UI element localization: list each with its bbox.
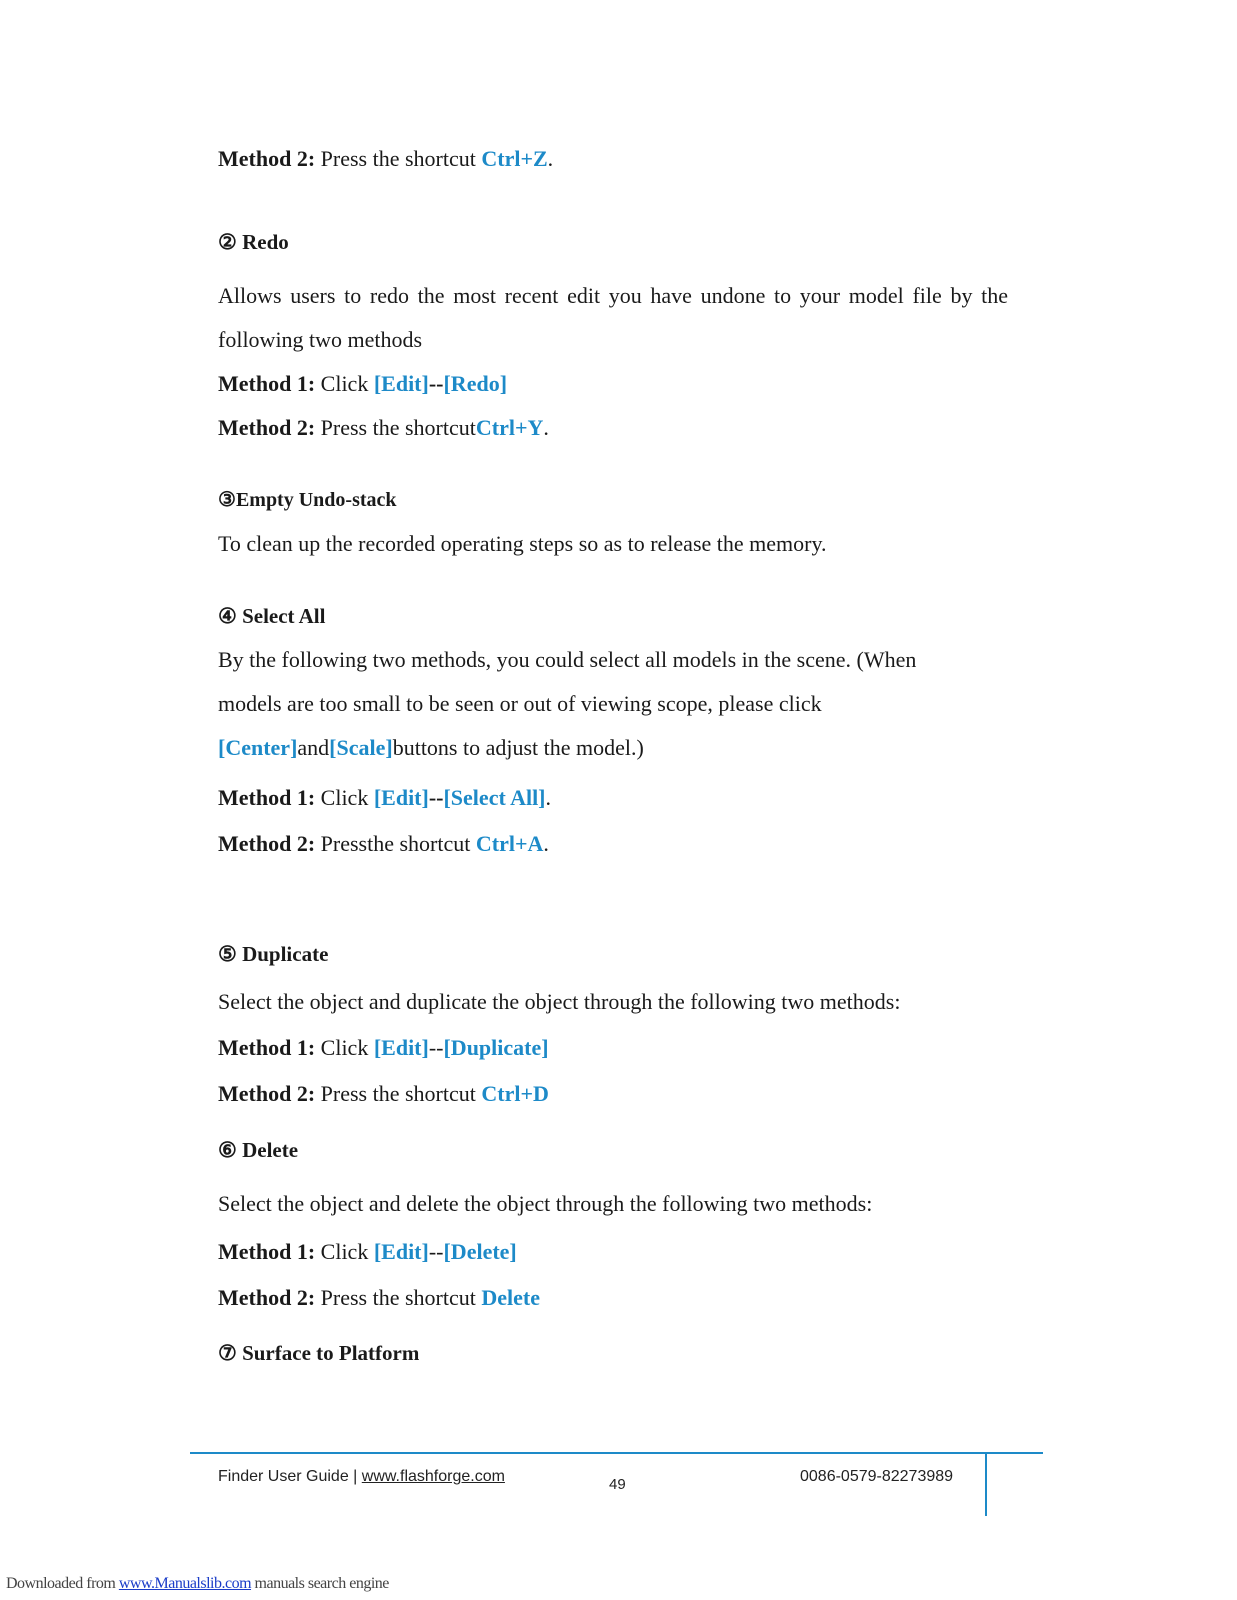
duplicate-desc: Select the object and duplicate the object through the following two methods:: [218, 989, 901, 1014]
circled-number: ⑦: [218, 1341, 237, 1365]
shortcut-text: Delete: [481, 1285, 540, 1310]
footer-rule: [190, 1452, 1043, 1454]
redo-desc-line1: Allows users to redo the most recent edit you have undone to your model file by the: [218, 283, 1008, 308]
method-label: Method 1:: [218, 1035, 316, 1060]
footer-phone: 0086-0579-82273989: [800, 1468, 954, 1485]
menu-separator: --: [428, 1035, 444, 1060]
delete-method1-line: [218, 1238, 517, 1266]
duplicate-method2-line: [218, 1080, 549, 1108]
method-label: Method 1:: [218, 371, 316, 396]
menu-delete-link: [Delete]: [443, 1239, 517, 1264]
method-text: Click: [315, 371, 374, 396]
method-text: Press the shortcut: [315, 1285, 482, 1310]
shortcut-text: Ctrl+D: [481, 1081, 549, 1106]
footer-website-link[interactable]: www.flashforge.com: [361, 1468, 505, 1485]
redo-method2-line: [218, 414, 549, 442]
menu-separator: --: [428, 1239, 444, 1264]
menu-separator: --: [428, 371, 444, 396]
download-source-line: [6, 1575, 389, 1593]
method-label: Method 2:: [218, 1081, 316, 1106]
heading-title: Duplicate: [242, 942, 329, 966]
method-text: Click: [315, 785, 374, 810]
menu-redo-link: [Redo]: [443, 371, 508, 396]
footer-vertical-rule: [985, 1452, 987, 1516]
menu-edit-link: [Edit]: [373, 371, 429, 396]
method-text: Click: [315, 1239, 374, 1264]
heading-title: Empty Undo-stack: [235, 489, 397, 511]
heading-title: Select All: [242, 604, 326, 628]
heading-title: Delete: [242, 1138, 299, 1162]
method-label: Method 1:: [218, 1239, 316, 1264]
method-label: Method 2:: [218, 415, 316, 440]
method-label: Method 2:: [218, 146, 316, 171]
circled-number: ③: [218, 489, 236, 511]
duplicate-heading: [218, 940, 328, 968]
conjunction: and: [297, 735, 330, 760]
method-label: Method 2:: [218, 1285, 316, 1310]
heading-title: Surface to Platform: [242, 1341, 420, 1365]
footer-guide-title: Finder User Guide |: [218, 1468, 362, 1485]
menu-edit-link: [Edit]: [373, 785, 429, 810]
method-text: Click: [315, 1035, 374, 1060]
select-all-desc-line2: models are too small to be seen or out of viewing scope, please click: [218, 691, 822, 716]
punctuation: .: [543, 415, 549, 440]
shortcut-text: Ctrl+A: [475, 831, 544, 856]
redo-heading: [218, 228, 289, 256]
footer-guide: [218, 1468, 505, 1486]
manualslib-link[interactable]: www.Manualslib.com: [118, 1575, 252, 1592]
duplicate-method1-line: [218, 1034, 549, 1062]
select-all-desc-line1: By the following two methods, you could select all models in the scene. (When: [218, 647, 917, 672]
circled-number: ⑤: [218, 942, 237, 966]
method-text: Press the shortcut: [315, 1081, 482, 1106]
heading-title: Redo: [242, 230, 289, 254]
method-text: Press the shortcut: [315, 415, 476, 440]
menu-select-all-link: [Select All]: [443, 785, 546, 810]
menu-edit-link: [Edit]: [373, 1035, 429, 1060]
method-label: Method 2:: [218, 831, 316, 856]
menu-edit-link: [Edit]: [373, 1239, 429, 1264]
menu-separator: --: [428, 785, 444, 810]
empty-undo-desc: To clean up the recorded operating steps so as to release the memory.: [218, 531, 827, 556]
empty-undo-heading: [218, 486, 397, 514]
shortcut-text: Ctrl+Z: [481, 146, 548, 171]
delete-method2-line: [218, 1284, 540, 1312]
method-text: Pressthe shortcut: [315, 831, 476, 856]
punctuation: .: [543, 831, 549, 856]
select-all-desc-line3: [218, 734, 644, 762]
circled-number: ②: [218, 230, 237, 254]
method-label: Method 1:: [218, 785, 316, 810]
download-prefix: Downloaded from: [6, 1575, 119, 1592]
redo-method1-line: [218, 370, 507, 398]
menu-duplicate-link: [Duplicate]: [443, 1035, 549, 1060]
surface-heading: [218, 1339, 419, 1367]
delete-desc: Select the object and delete the object through the following two methods:: [218, 1191, 873, 1216]
circled-number: ⑥: [218, 1138, 237, 1162]
select-all-method1-line: [218, 784, 551, 812]
punctuation: .: [545, 785, 552, 810]
method-text: Press the shortcut: [315, 146, 482, 171]
page-number: 49: [609, 1476, 626, 1493]
circled-number: ④: [218, 604, 237, 628]
undo-method2-line: [218, 145, 553, 173]
select-all-method2-line: [218, 830, 549, 858]
shortcut-text: Ctrl+Y: [475, 415, 544, 440]
punctuation: .: [547, 146, 554, 171]
delete-heading: [218, 1136, 298, 1164]
redo-desc-line2: following two methods: [218, 327, 423, 352]
desc-end: buttons to adjust the model.): [392, 735, 644, 760]
select-all-heading: [218, 602, 325, 630]
download-suffix: manuals search engine: [251, 1575, 389, 1592]
center-button-ref: [Center]: [218, 735, 298, 760]
scale-button-ref: [Scale]: [329, 735, 393, 760]
